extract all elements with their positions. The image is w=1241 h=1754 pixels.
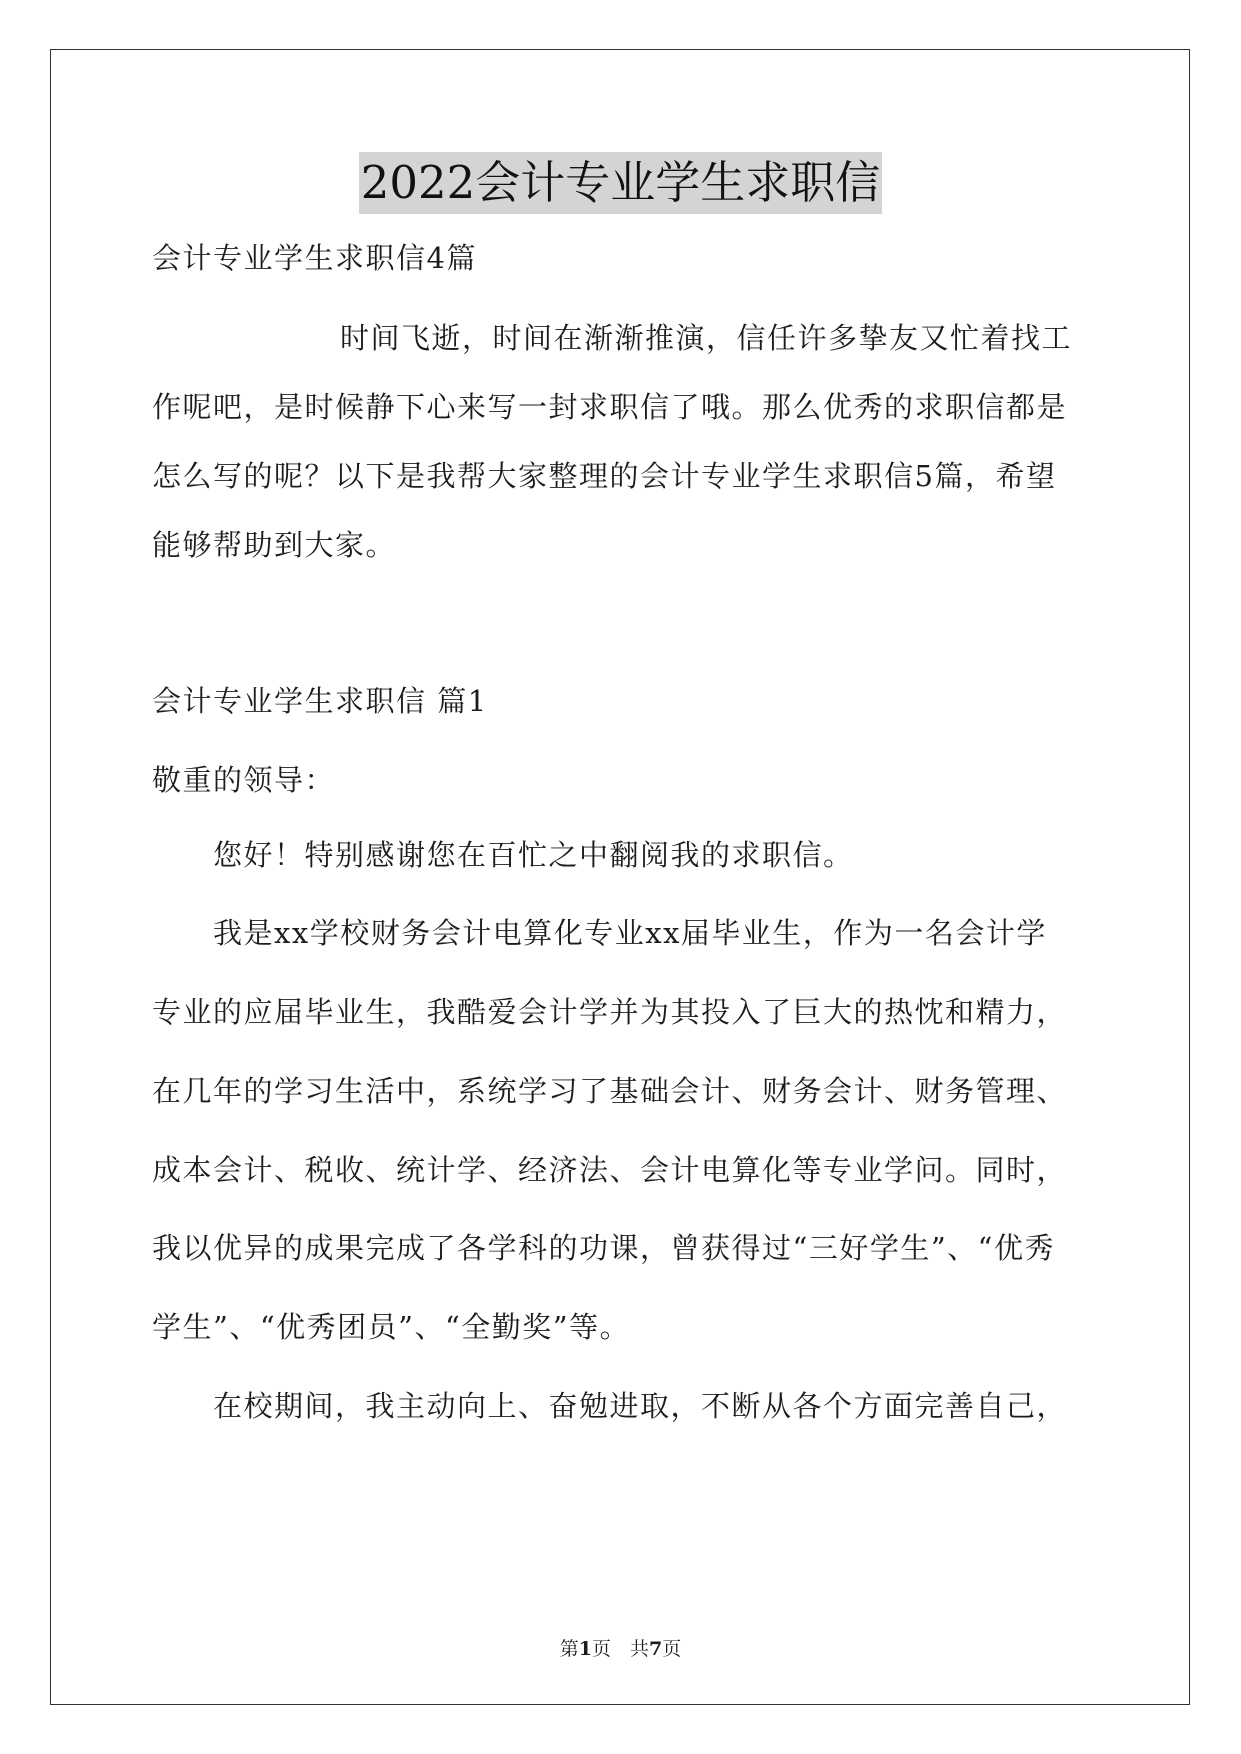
document-title: 2022会计专业学生求职信 [359, 152, 883, 214]
body-line: 您好！特别感谢您在百忙之中翻阅我的求职信。 [213, 838, 854, 872]
page-label-mid: 页 共 [591, 1638, 649, 1660]
page-border [50, 49, 1190, 1705]
page-label-prefix: 第 [559, 1638, 579, 1660]
body-line: 在校期间，我主动向上、奋勉进取，不断从各个方面完善自己， [213, 1389, 1068, 1423]
intro-line: 能够帮助到大家。 [152, 528, 397, 562]
document-subtitle: 会计专业学生求职信4篇 [152, 241, 477, 275]
body-line: 我以优异的成果完成了各学科的功课，曾获得过“三好学生”、“优秀 [152, 1231, 1055, 1265]
page-current-number: 1 [578, 1638, 592, 1660]
page-label-suffix: 页 [662, 1638, 682, 1660]
page-total-number: 7 [649, 1638, 663, 1660]
body-line: 在几年的学习生活中，系统学习了基础会计、财务会计、财务管理、 [152, 1074, 1068, 1108]
intro-line: 时间飞逝，时间在渐渐推演，信任许多挚友又忙着找工 [340, 321, 1073, 355]
body-line: 成本会计、税收、统计学、经济法、会计电算化等专业学问。同时， [152, 1153, 1068, 1187]
body-line: 学生”、“优秀团员”、“全勤奖”等。 [152, 1310, 631, 1344]
page-footer [0, 1637, 1241, 1661]
document-title-block [0, 152, 1241, 214]
body-line: 专业的应届毕业生，我酷爱会计学并为其投入了巨大的热忱和精力， [152, 995, 1068, 1029]
body-line: 我是xx学校财务会计电算化专业xx届毕业生，作为一名会计学 [213, 916, 1047, 950]
section-heading: 会计专业学生求职信 篇1 [152, 684, 488, 718]
salutation: 敬重的领导： [152, 763, 336, 797]
intro-line: 怎么写的呢？以下是我帮大家整理的会计专业学生求职信5篇，希望 [152, 459, 1057, 493]
intro-line: 作呢吧，是时候静下心来写一封求职信了哦。那么优秀的求职信都是 [152, 390, 1068, 424]
